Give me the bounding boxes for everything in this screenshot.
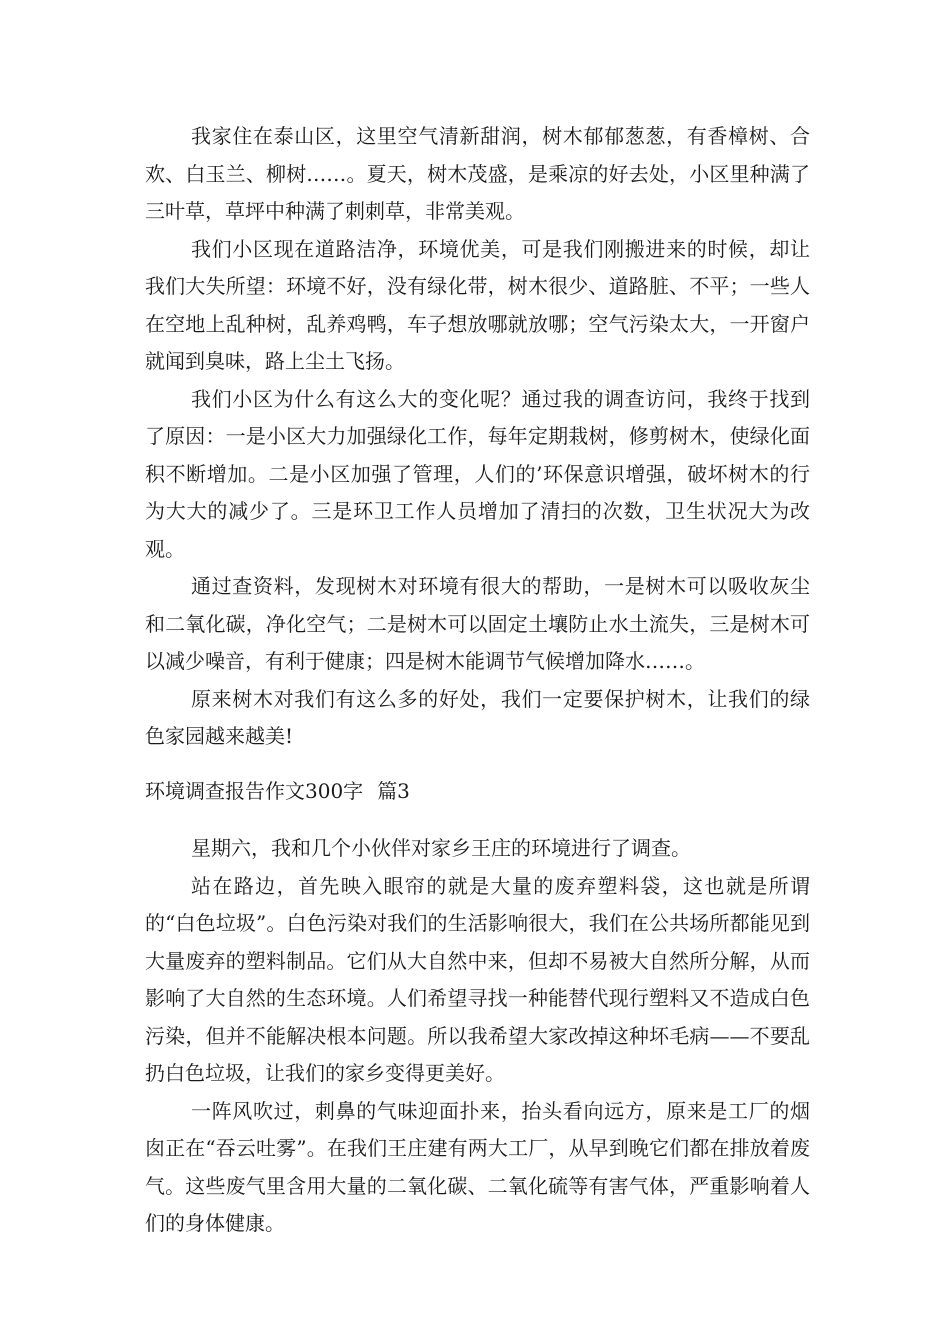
section-2 <box>145 830 810 1243</box>
section-1 <box>145 118 810 756</box>
paragraph: 通过查资料，发现树木对环境有很大的帮助，一是树木可以吸收灰尘和二氧化碳，净化空气；二是树木可以固定土壤防止水土流失，三是树木可以减少噪音，有利于健康；四是树木能调节气候增加降水……。 <box>145 574 810 673</box>
paragraph: 我家住在泰山区，这里空气清新甜润，树木郁郁葱葱，有香樟树、合欢、白玉兰、柳树……。夏天，树木茂盛，是乘凉的好去处，小区里种满了三叶草，草坪中种满了刺刺草，非常美观。 <box>145 124 810 223</box>
paragraph: 我们小区现在道路洁净，环境优美，可是我们刚搬进来的时候，却让我们大失所望：环境不好，没有绿化带，树木很少、道路脏、不平；一些人在空地上乱种树，乱养鸡鸭，车子想放哪就放哪；空气污染太大，一开窗户就闻到臭味，路上尘土飞扬。 <box>145 236 810 373</box>
section-title-suffix: 篇3 <box>377 778 410 803</box>
section-title-text: 环境调查报告作文300字 <box>145 778 364 803</box>
paragraph: 我们小区为什么有这么大的变化呢？通过我的调查访问，我终于找到了原因：一是小区大力加强绿化工作，每年定期栽树，修剪树木，使绿化面积不断增加。二是小区加强了管理，人们的’环保意识增强，破坏树木的行为大大的减少了。三是环卫工作人员增加了清扫的次数，卫生状况大为改观。 <box>145 386 810 561</box>
paragraph: 站在路边，首先映入眼帘的就是大量的废弃塑料袋，这也就是所谓的“白色垃圾”。白色污染对我们的生活影响很大，我们在公共场所都能见到大量废弃的塑料制品。它们从大自然中来，但却不易被大自然所分解，从而影响了大自然的生态环境。人们希望寻找一种能替代现行塑料又不造成白色污染，但并不能解决根本问题。所以我希望大家改掉这种坏毛病——不要乱扔白色垃圾，让我们的家乡变得更美好。 <box>145 873 810 1085</box>
paragraph: 星期六，我和几个小伙伴对家乡王庄的环境进行了调查。 <box>191 836 691 860</box>
paragraph: 一阵风吹过，刺鼻的气味迎面扑来，抬头看向远方，原来是工厂的烟囱正在“吞云吐雾”。在我们王庄建有两大工厂，从早到晚它们都在排放着废气。这些废气里含用大量的二氧化碳、二氧化硫等有害气体，严重影响着人们的身体健康。 <box>145 1098 810 1235</box>
document-page <box>145 118 810 1243</box>
section-heading <box>145 773 810 811</box>
paragraph: 原来树木对我们有这么多的好处，我们一定要保护树木，让我们的绿色家园越来越美! <box>145 686 810 748</box>
